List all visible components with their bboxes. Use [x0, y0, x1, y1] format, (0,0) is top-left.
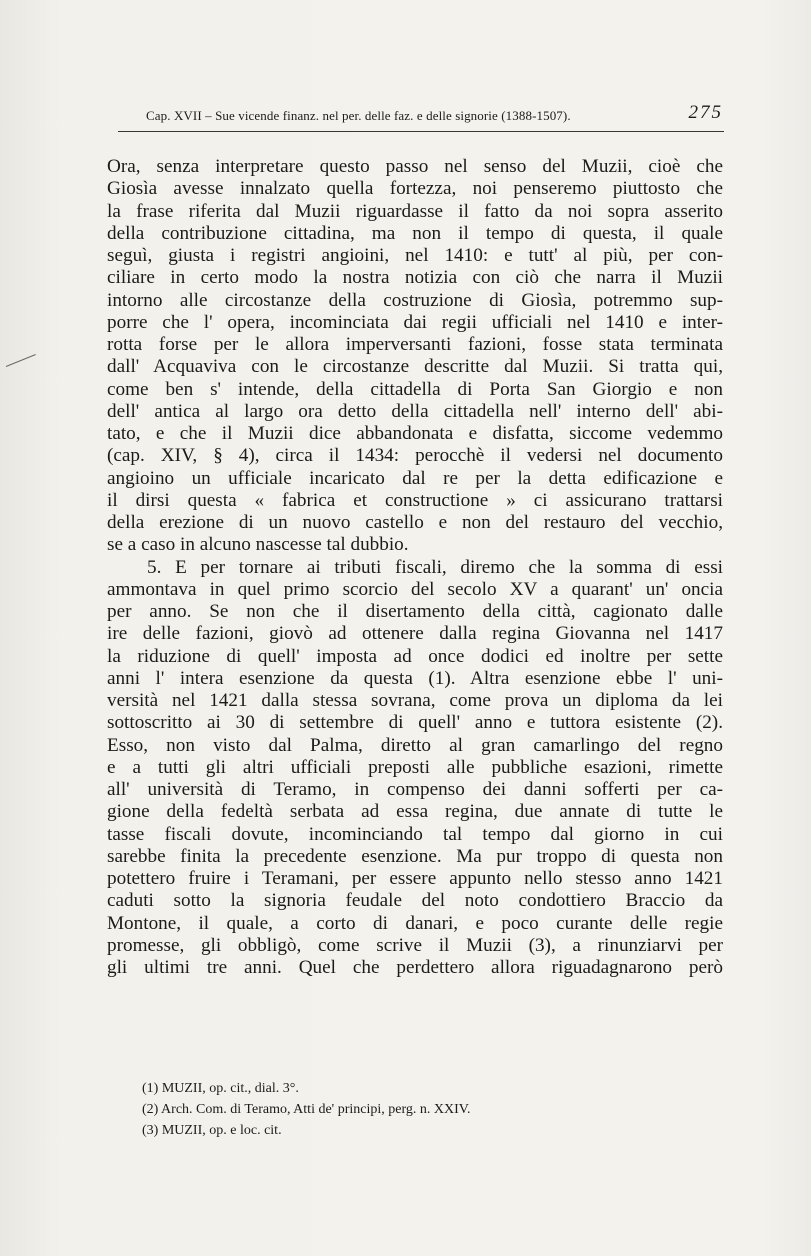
text-line: ire delle fazioni, giovò ad ottenere dalla regina Giovanna nel 1417	[107, 623, 723, 645]
text-line: seguì, giusta i registri angioini, nel 1410: e tutt' al più, per con-	[107, 245, 723, 266]
text-line: promesse, gli obbligò, come scrive il Muzii (3), a rinunziarvi per	[107, 934, 723, 956]
text-line: gli ultimi tre anni. Quel che perdettero allora riguadagnarono però	[107, 957, 723, 978]
margin-pencil-mark	[6, 354, 36, 367]
text-line: caduti sotto la signoria feudale del noto condottiero Braccio da	[107, 890, 723, 912]
text-line: rotta forse per le allora imperversanti fazioni, fosse stata terminata	[107, 334, 723, 355]
text-line: e a tutti gli altri ufficiali preposti alle pubbliche esazioni, rimette	[107, 756, 723, 778]
section-5-start: 5. E per tornare ai tributi fiscali, diremo che la somma di essi	[147, 556, 723, 578]
text-line: come ben s' intende, della cittadella di Porta San Giorgio e non	[107, 378, 723, 400]
page-number: 275	[688, 102, 723, 123]
text-line: ciliare in certo modo la nostra notizia con ciò che narra il Muzii	[107, 267, 723, 289]
text-line: se a caso in alcuno nascesse tal dubbio.	[107, 534, 409, 556]
text-line: angioino un ufficiale incaricato dal re per la detta edificazione e	[107, 467, 723, 489]
text-line: sottoscritto ai 30 di settembre di quell' anno e tuttora esistente (2).	[107, 712, 723, 734]
text-line: sarebbe finita la precedente esenzione. Ma pur troppo di questa non	[107, 845, 723, 867]
running-head	[118, 102, 723, 126]
text-line: tato, e che il Muzii dice abbandonata e disfatta, siccome vedemmo	[107, 423, 723, 444]
text-line: (cap. XIV, § 4), circa il 1434: perocchè il vedersi nel documento	[107, 445, 723, 467]
text-line: dall' Acquaviva con le circostanze descritte dal Muzii. Si tratta qui,	[107, 356, 723, 378]
text-line: il dirsi questa « fabrica et constructione » ci assicurano trattarsi	[107, 489, 723, 511]
text-line: anni l' intera esenzione da questa (1). Altra esenzione ebbe l' uni-	[107, 667, 723, 689]
footnote-1: (1) MUZII, op. cit., dial. 3°.	[142, 1081, 299, 1096]
header-rule	[118, 131, 724, 132]
text-line: tasse fiscali dovute, incominciando tal tempo dal giorno in cui	[107, 823, 723, 845]
text-line: per anno. Se non che il disertamento della città, cagionato dalle	[107, 601, 723, 622]
text-line: gione della fedeltà serbata ad essa regina, due annate di tutte le	[107, 801, 723, 823]
text-line: potettero fruire i Teramani, per essere appunto nello stesso anno 1421	[107, 868, 723, 889]
text-line: ammontava in quel primo scorcio del secolo XV a quarant' un' oncia	[107, 578, 723, 600]
text-line: dell' antica al largo ora detto della cittadella nell' interno dell' abi-	[107, 400, 723, 422]
running-title: Cap. XVII – Sue vicende finanz. nel per. delle faz. e delle signorie (1388-1507).	[146, 108, 571, 123]
text-line: Montone, il quale, a corto di danari, e poco curante delle regie	[107, 912, 723, 934]
footnote-3: (3) MUZII, op. e loc. cit.	[142, 1123, 282, 1138]
text-line: la frase riferita dal Muzii riguardasse il fatto da noi sopra asserito	[107, 200, 723, 222]
text-line: Giosìa avesse innalzato quella fortezza, noi penseremo piuttosto che	[107, 178, 723, 200]
text-line: Ora, senza interpretare questo passo nel senso del Muzii, cioè che	[107, 156, 723, 177]
text-line: all' università di Teramo, in compenso dei danni sofferti per ca-	[107, 779, 723, 800]
body-text	[107, 156, 723, 979]
footnote-2: (2) Arch. Com. di Teramo, Atti de' principi, perg. n. XXIV.	[142, 1102, 471, 1117]
text-line: porre che l' opera, incominciata dai regii ufficiali nel 1410 e inter-	[107, 311, 723, 333]
text-line: intorno alle circostanze della costruzione di Giosìa, potremmo sup-	[107, 289, 723, 311]
text-line: della erezione di un nuovo castello e non del restauro del vecchio,	[107, 512, 723, 533]
text-line: Esso, non visto dal Palma, diretto al gran camarlingo del regno	[107, 734, 723, 756]
text-line: della contribuzione cittadina, ma non il tempo di questa, il quale	[107, 222, 723, 244]
text-line: la riduzione di quell' imposta ad once dodici ed inoltre per sette	[107, 645, 723, 667]
text-line: versità nel 1421 dalla stessa sovrana, come prova un diploma da lei	[107, 690, 723, 711]
footnotes	[142, 1078, 702, 1141]
